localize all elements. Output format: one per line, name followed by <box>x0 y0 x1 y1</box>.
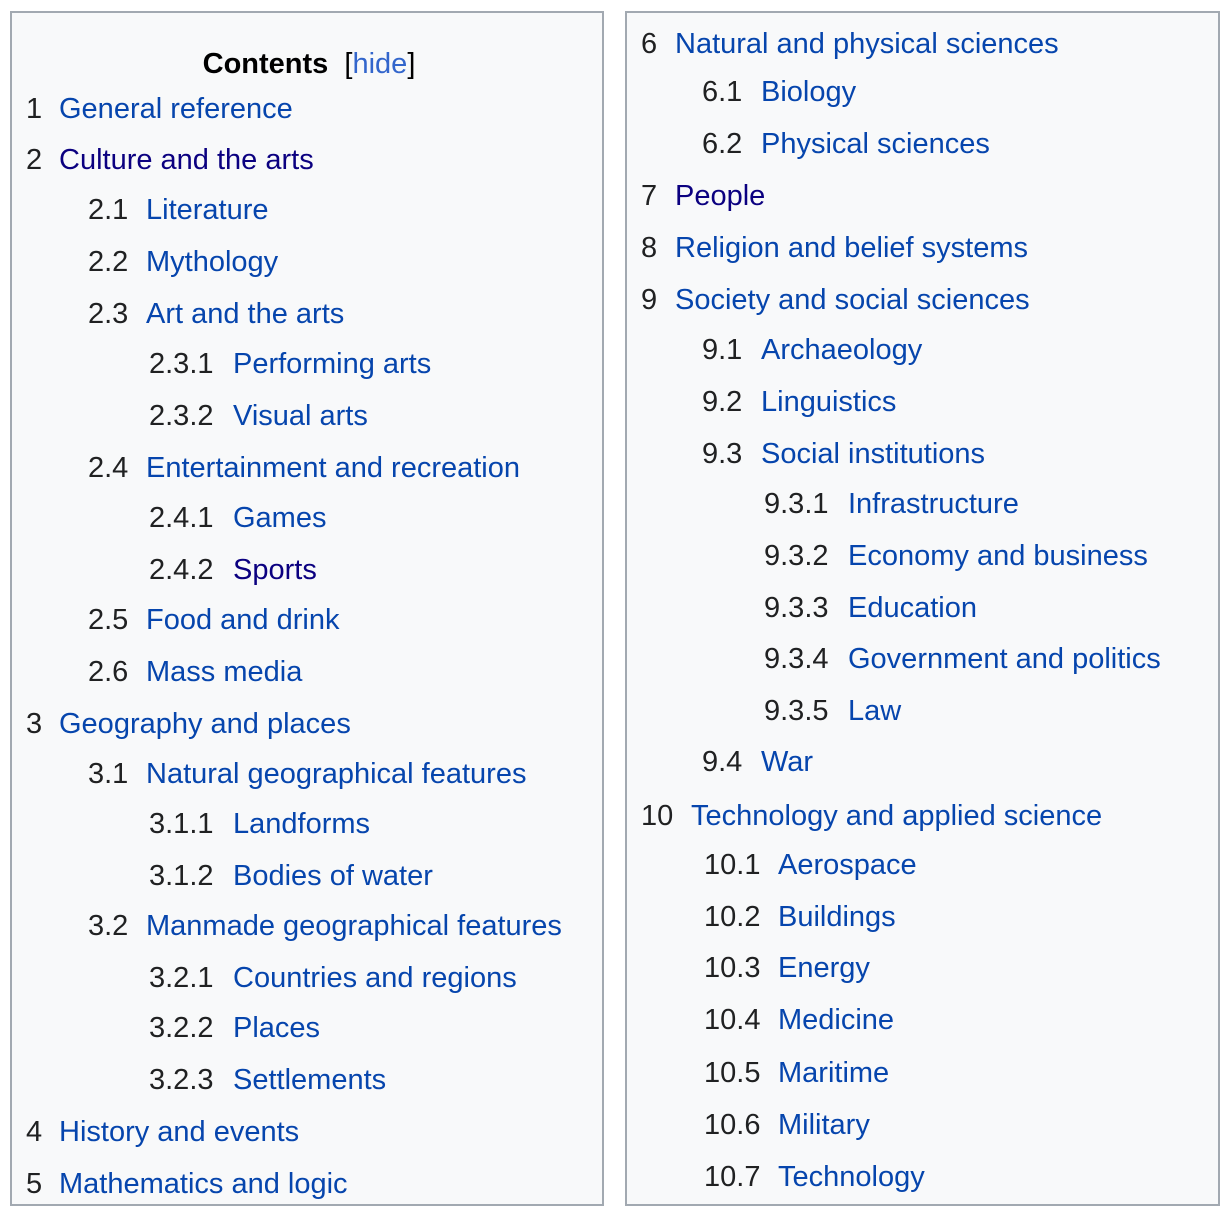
toc-entry-number: 9.1 <box>702 334 743 366</box>
toc-entry-link[interactable]: Education <box>848 592 977 624</box>
toc-entry[interactable] <box>704 1163 925 1192</box>
toc-entry[interactable] <box>149 350 431 379</box>
toc-entry[interactable] <box>641 30 1059 59</box>
toc-entry-link[interactable]: Mathematics and logic <box>59 1168 348 1200</box>
toc-entry-number: 2.1 <box>88 194 129 226</box>
toc-entry-number: 3.1 <box>88 758 129 790</box>
toc-entry-number: 3.2.2 <box>149 1012 214 1044</box>
toc-title-row <box>0 50 618 79</box>
toc-entry-link[interactable]: Social institutions <box>761 438 986 470</box>
toc-entry[interactable] <box>149 964 517 993</box>
toc-entry-link[interactable]: History and events <box>59 1116 300 1148</box>
toc-entry-number: 10.1 <box>704 849 761 881</box>
toc-entry-link[interactable]: Landforms <box>233 808 371 840</box>
toc-entry-number: 9.3.1 <box>764 488 829 520</box>
toc-hide-link[interactable]: hide <box>352 48 408 80</box>
toc-entry-link[interactable]: Technology <box>778 1161 925 1193</box>
toc-entry-link[interactable]: Biology <box>761 76 857 108</box>
toc-entry[interactable] <box>702 440 985 469</box>
toc-entry[interactable] <box>704 1111 870 1140</box>
toc-entry-link[interactable]: Food and drink <box>146 604 340 636</box>
toc-entry-link[interactable]: Games <box>233 502 327 534</box>
toc-entry-number: 2.3.2 <box>149 400 214 432</box>
toc-entry[interactable] <box>88 196 269 225</box>
toc-entry[interactable] <box>704 1006 894 1035</box>
toc-entry-link[interactable]: Sports <box>233 554 317 586</box>
toc-entry-number: 3.2.1 <box>149 962 214 994</box>
toc-entry[interactable] <box>88 248 278 277</box>
toc-entry[interactable] <box>149 556 317 585</box>
toc-entry[interactable] <box>704 903 896 932</box>
toc-entry[interactable] <box>641 802 1102 831</box>
toc-entry-number: 3 <box>26 708 43 740</box>
toc-entry-link[interactable]: Manmade geographical features <box>146 910 562 942</box>
toc-entry-link[interactable]: Visual arts <box>233 400 368 432</box>
toc-entry[interactable] <box>88 912 562 941</box>
toc-entry[interactable] <box>704 851 917 880</box>
toc-entry-number: 9.4 <box>702 746 743 778</box>
toc-entry[interactable] <box>26 1170 348 1199</box>
toc-entry-link[interactable]: Energy <box>778 952 870 984</box>
toc-entry[interactable] <box>149 862 433 891</box>
toc-entry[interactable] <box>702 130 990 159</box>
toc-entry-link[interactable]: War <box>761 746 814 778</box>
toc-entry[interactable] <box>88 300 344 329</box>
toc-entry-link[interactable]: Settlements <box>233 1064 387 1096</box>
toc-entry[interactable] <box>88 658 302 687</box>
toc-entry-number: 10.7 <box>704 1161 761 1193</box>
toc-entry[interactable] <box>702 748 813 777</box>
toc-entry-link[interactable]: Law <box>848 695 902 727</box>
toc-entry-number: 2.4.2 <box>149 554 214 586</box>
toc-entry[interactable] <box>641 286 1030 315</box>
toc-entry-number: 1 <box>26 93 43 125</box>
toc-entry-link[interactable]: Medicine <box>778 1004 895 1036</box>
toc-entry-link[interactable]: Places <box>233 1012 321 1044</box>
toc-entry-link[interactable]: Bodies of water <box>233 860 433 892</box>
toc-entry[interactable] <box>764 542 1148 571</box>
toc-entry-number: 3.2.3 <box>149 1064 214 1096</box>
toc-entry-link[interactable]: Infrastructure <box>848 488 1019 520</box>
toc-entry-number: 8 <box>641 232 658 264</box>
toc-entry-number: 2.2 <box>88 246 129 278</box>
toc-entry-link[interactable]: Art and the arts <box>146 298 345 330</box>
toc-entry-number: 5 <box>26 1168 43 1200</box>
toc-entry-number: 9.3.2 <box>764 540 829 572</box>
toc-hide-bracket: [ <box>336 48 353 80</box>
toc-entry-number: 10.6 <box>704 1109 761 1141</box>
toc-entry-link[interactable]: Countries and regions <box>233 962 517 994</box>
toc-entry-link[interactable]: Technology and applied science <box>691 800 1103 832</box>
toc-entry-number: 10.4 <box>704 1004 761 1036</box>
toc-entry[interactable] <box>88 606 339 635</box>
toc-entry-link[interactable]: Maritime <box>778 1057 890 1089</box>
toc-entry-link[interactable]: Performing arts <box>233 348 432 380</box>
toc-entry[interactable] <box>702 78 856 107</box>
toc-entry[interactable] <box>704 954 870 983</box>
toc-entry-number: 6 <box>641 28 658 60</box>
toc-entry-number: 7 <box>641 180 658 212</box>
toc-entry-link[interactable]: Literature <box>146 194 269 226</box>
toc-entry[interactable] <box>764 645 1161 674</box>
toc-entry-link[interactable]: Archaeology <box>761 334 923 366</box>
toc-entry-number: 9.3 <box>702 438 743 470</box>
toc-entry[interactable] <box>702 388 896 417</box>
toc-entry[interactable] <box>149 504 326 533</box>
toc-title: Contents <box>202 48 329 80</box>
toc-entry-link[interactable]: Physical sciences <box>761 128 990 160</box>
toc-entry[interactable] <box>149 1014 320 1043</box>
toc-entry-number: 10.2 <box>704 901 761 933</box>
toc-entry[interactable] <box>641 234 1028 263</box>
toc-entry[interactable] <box>702 336 922 365</box>
toc-entry-link[interactable]: Natural geographical features <box>146 758 527 790</box>
toc-entry-link[interactable]: Buildings <box>778 901 896 933</box>
toc-entry[interactable] <box>88 454 520 483</box>
toc-entry[interactable] <box>764 490 1019 519</box>
toc-entry-link[interactable]: Entertainment and recreation <box>146 452 520 484</box>
toc-entry-number: 2 <box>26 144 43 176</box>
toc-entry[interactable] <box>641 182 765 211</box>
toc-entry-link[interactable]: Government and politics <box>848 643 1161 675</box>
toc-entry-number: 6.2 <box>702 128 743 160</box>
toc-entry-number: 6.1 <box>702 76 743 108</box>
toc-entry-number: 10.3 <box>704 952 761 984</box>
toc-entry[interactable] <box>149 810 370 839</box>
toc-entry[interactable] <box>26 710 351 739</box>
toc-entry-link[interactable]: Mythology <box>146 246 279 278</box>
toc-entry-number: 9.3.3 <box>764 592 829 624</box>
toc-entry[interactable] <box>26 146 314 175</box>
toc-entry-link[interactable]: Natural and physical sciences <box>675 28 1059 60</box>
toc-entry-link[interactable]: Linguistics <box>761 386 897 418</box>
toc-entry-number: 3.1.1 <box>149 808 214 840</box>
toc-entry-link[interactable]: General reference <box>59 93 293 125</box>
toc-entry-link[interactable]: People <box>675 180 766 212</box>
toc-entry-number: 9.3.4 <box>764 643 829 675</box>
toc-entry[interactable] <box>149 1066 386 1095</box>
toc-entry-number: 3.1.2 <box>149 860 214 892</box>
toc-entry-number: 2.5 <box>88 604 129 636</box>
toc-entry[interactable] <box>704 1059 889 1088</box>
toc-hide-bracket: ] <box>407 48 416 80</box>
toc-entry-number: 3.2 <box>88 910 129 942</box>
toc-entry[interactable] <box>88 760 526 789</box>
toc-entry-number: 2.4.1 <box>149 502 214 534</box>
toc-entry-link[interactable]: Economy and business <box>848 540 1148 572</box>
toc-entry-link[interactable]: Military <box>778 1109 870 1141</box>
toc-entry-number: 9.3.5 <box>764 695 829 727</box>
toc-entry-number: 9 <box>641 284 658 316</box>
toc-entry[interactable] <box>26 95 293 124</box>
toc-entry-link[interactable]: Geography and places <box>59 708 351 740</box>
toc-entry-link[interactable]: Culture and the arts <box>59 144 314 176</box>
toc-entry[interactable] <box>764 697 901 726</box>
toc-entry-link[interactable]: Aerospace <box>778 849 917 881</box>
toc-entry-number: 2.3 <box>88 298 129 330</box>
toc-entry[interactable] <box>764 594 977 623</box>
toc-entry-number: 10 <box>641 800 674 832</box>
toc-entry-number: 2.6 <box>88 656 129 688</box>
toc-entry-number: 9.2 <box>702 386 743 418</box>
toc-entry-number: 10.5 <box>704 1057 761 1089</box>
toc-entry-number: 4 <box>26 1116 43 1148</box>
toc-entry-link[interactable]: Mass media <box>146 656 303 688</box>
toc-entry-link[interactable]: Society and social sciences <box>675 284 1030 316</box>
toc-entry-number: 2.3.1 <box>149 348 214 380</box>
toc-entry[interactable] <box>149 402 368 431</box>
toc-entry-number: 2.4 <box>88 452 129 484</box>
toc-entry[interactable] <box>26 1118 299 1147</box>
toc-entry-link[interactable]: Religion and belief systems <box>675 232 1029 264</box>
